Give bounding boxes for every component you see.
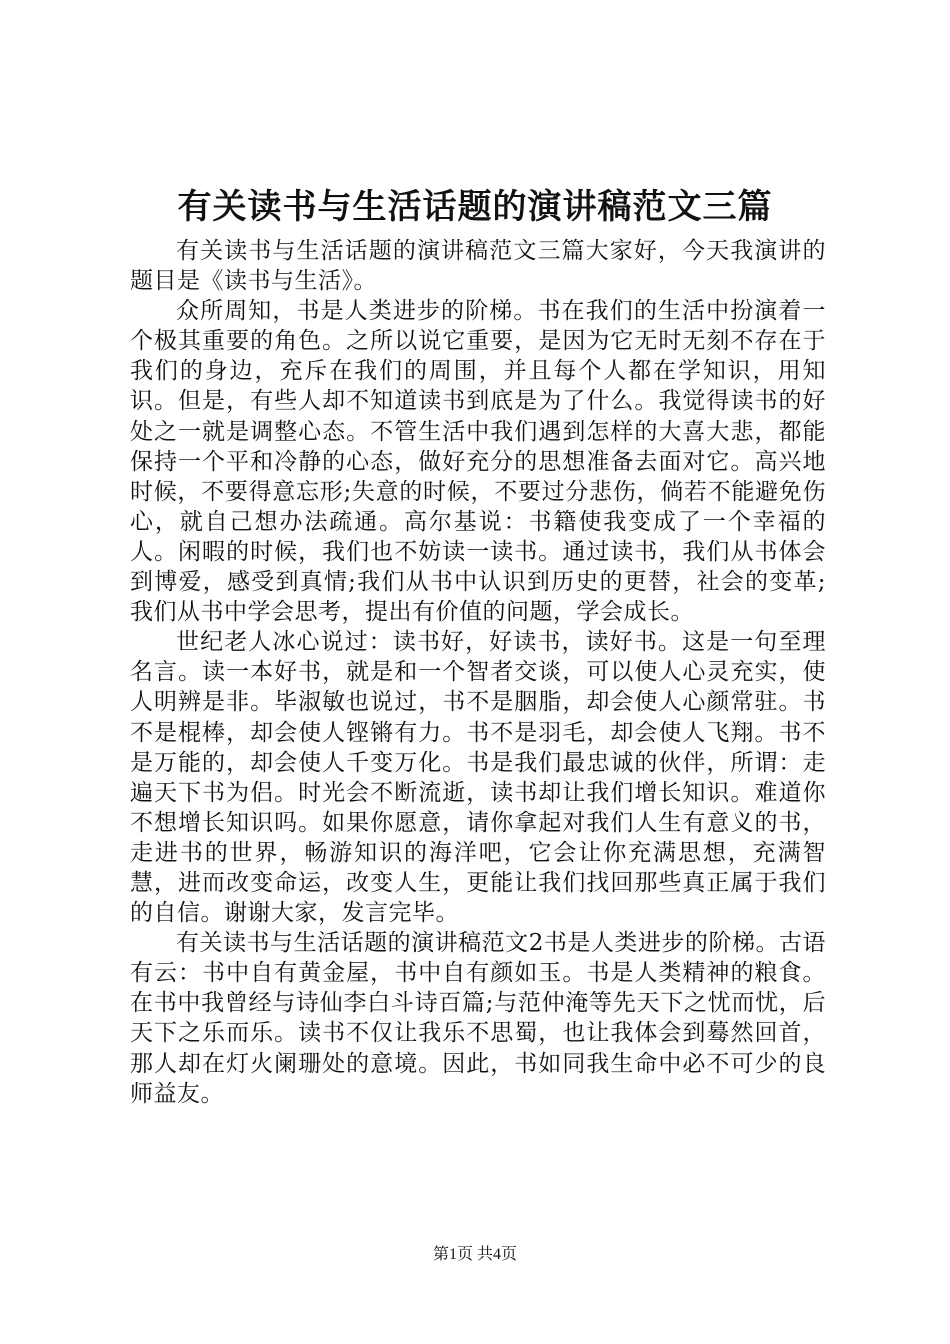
document-body	[130, 236, 826, 1109]
page-footer	[0, 1243, 950, 1267]
paragraph-reading-benefits: 众所周知，书是人类进步的阶梯。书在我们的生活中扮演着一个极其重要的角色。之所以说它重要，是因为它无时无刻不存在于我们的身边，充斥在我们的周围，并且每个人都在学知识，用知识。但是，有些人却不知道读书到底是为了什么。我觉得读书的好处之一就是调整心态。不管生活中我们遇到怎样的大喜大悲，都能保持一个平和冷静的心态，做好充分的思想准备去面对它。高兴地时候，不要得意忘形;失意的时候，不要过分悲伤，倘若不能避免伤心，就自己想办法疏通。高尔基说：书籍使我变成了一个幸福的人。闲暇的时候，我们也不妨读一读书。通过读书，我们从书体会到博爱，感受到真情;我们从书中认识到历史的更替，社会的变革;我们从书中学会思考，提出有价值的问题，学会成长。	[130, 298, 826, 626]
document-title: 有关读书与生活话题的演讲稿范文三篇	[177, 187, 773, 227]
paragraph-intro: 有关读书与生活话题的演讲稿范文三篇大家好，今天我演讲的题目是《读书与生活》。	[130, 238, 826, 295]
page-number: 第1页 共4页	[432, 1246, 517, 1263]
paragraph-speech-two: 有关读书与生活话题的演讲稿范文2书是人类进步的阶梯。古语有云：书中自有黄金屋，书中自有颜如玉。书是人类精神的粮食。在书中我曾经与诗仙李白斗诗百篇;与范仲淹等先天下之忧而忧，后天下之乐而乐。读书不仅让我乐不思蜀，也让我体会到蓦然回首，那人却在灯火阑珊处的意境。因此，书如同我生命中必不可少的良师益友。	[130, 930, 826, 1107]
paragraph-bingxin-quote: 世纪老人冰心说过：读书好，好读书，读好书。这是一句至理名言。读一本好书，就是和一个智者交谈，可以使人心灵充实，使人明辨是非。毕淑敏也说过，书不是胭脂，却会使人心颜常驻。书不是棍棒，却会使人铿锵有力。书不是羽毛，却会使人飞翔。书不是万能的，却会使人千变万化。书是我们最忠诚的伙伴，所谓：走遍天下书为侣。时光会不断流逝，读书却让我们增长知识。难道你不想增长知识吗。如果你愿意，请你拿起对我们人生有意义的书，走进书的世界，畅游知识的海洋吧，它会让你充满思想，充满智慧，进而改变命运，改变人生，更能让我们找回那些真正属于我们的自信。谢谢大家，发言完毕。	[130, 629, 826, 927]
